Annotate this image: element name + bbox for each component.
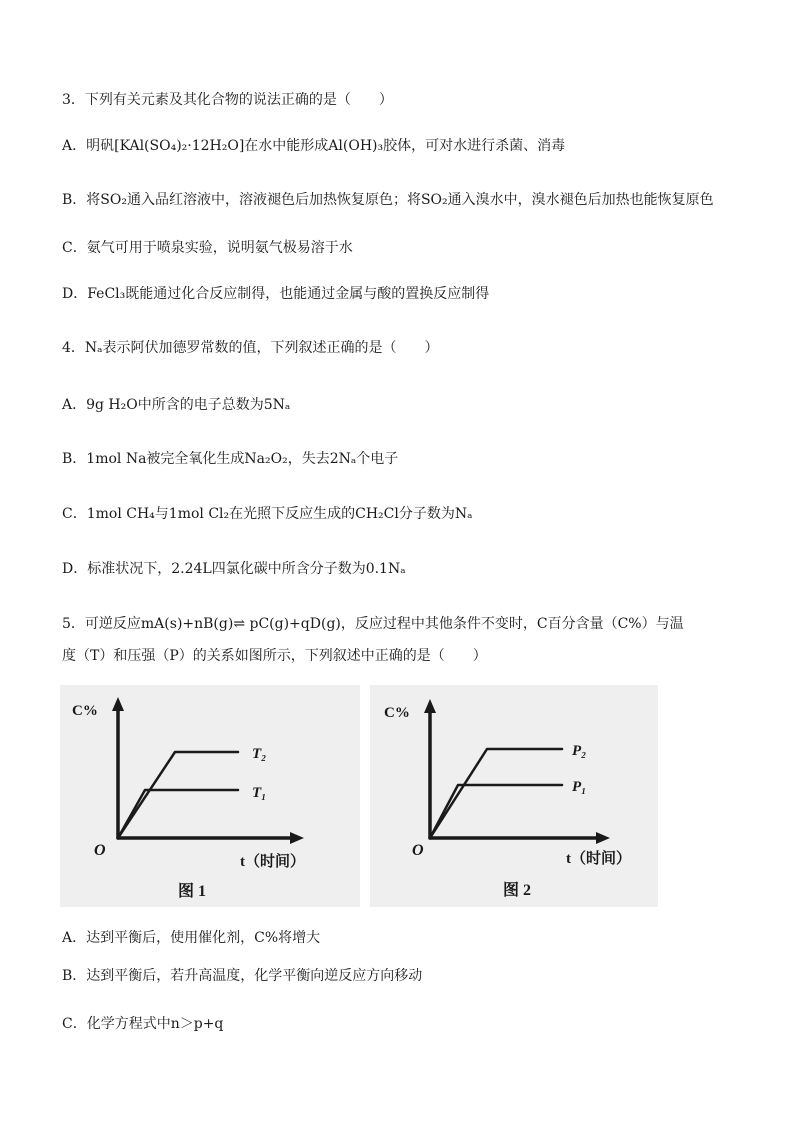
figure-1-caption: 图 1 <box>178 883 207 900</box>
figure-2-label-lower: P₁ <box>572 779 587 795</box>
figure-2-x-label: t（时间） <box>566 851 631 867</box>
figure-2-caption: 图 2 <box>503 882 532 899</box>
figure-1-label-upper: T₂ <box>252 746 267 762</box>
q3-option-c: C．氨气可用于喷泉实验，说明氨气极易溶于水 <box>62 240 353 256</box>
q4-stem: 4．Nₐ表示阿伏加德罗常数的值，下列叙述正确的是（ ） <box>62 340 439 356</box>
q4-option-d: D．标准状况下，2.24L四氯化碳中所含分子数为0.1Nₐ <box>62 561 406 577</box>
q5-option-c: C．化学方程式中n＞p+q <box>62 1016 224 1032</box>
figure-1-x-label: t（时间） <box>240 854 305 870</box>
figure-2-origin: O <box>412 842 424 859</box>
q5-stem-line2: 度（T）和压强（P）的关系如图所示，下列叙述中正确的是（ ） <box>62 648 487 664</box>
q3-option-a: A．明矾[KAl(SO₄)₂·12H₂O]在水中能形成Al(OH)₃胶体，可对水进行杀菌、消毒 <box>62 138 566 154</box>
q3-option-b: B．将SO₂通入品红溶液中，溶液褪色后加热恢复原色；将SO₂通入溴水中，溴水褪色后加热也能恢复原色 <box>62 192 714 208</box>
q5-option-a: A．达到平衡后，使用催化剂，C%将增大 <box>62 930 321 946</box>
q5-stem-line1: 5．可逆反应mA(s)+nB(g)⇌ pC(g)+qD(g)，反应过程中其他条件不变时，C百分含量（C%）与温 <box>62 616 684 632</box>
figure-2-label-upper: P₂ <box>572 743 587 759</box>
figure-1-origin: O <box>94 842 106 859</box>
q3-option-d: D．FeCl₃既能通过化合反应制得，也能通过金属与酸的置换反应制得 <box>62 286 490 302</box>
figure-2 <box>370 685 658 907</box>
figure-2-background <box>370 685 658 907</box>
q4-option-b: B．1mol Na被完全氧化生成Na₂O₂，失去2Nₐ个电子 <box>62 451 399 467</box>
q4-option-c: C．1mol CH₄与1mol Cl₂在光照下反应生成的CH₂Cl分子数为Nₐ <box>62 506 473 522</box>
q4-option-a: A．9g H₂O中所含的电子总数为5Nₐ <box>62 397 291 413</box>
figure-1-background <box>60 685 360 907</box>
figure-1 <box>60 685 360 907</box>
figure-2-y-label: C% <box>384 705 410 721</box>
q5-option-b: B．达到平衡后，若升高温度，化学平衡向逆反应方向移动 <box>62 968 423 984</box>
figure-1-y-label: C% <box>72 703 98 719</box>
figure-1-label-lower: T₁ <box>252 785 267 801</box>
q3-stem: 3．下列有关元素及其化合物的说法正确的是（ ） <box>62 92 393 108</box>
